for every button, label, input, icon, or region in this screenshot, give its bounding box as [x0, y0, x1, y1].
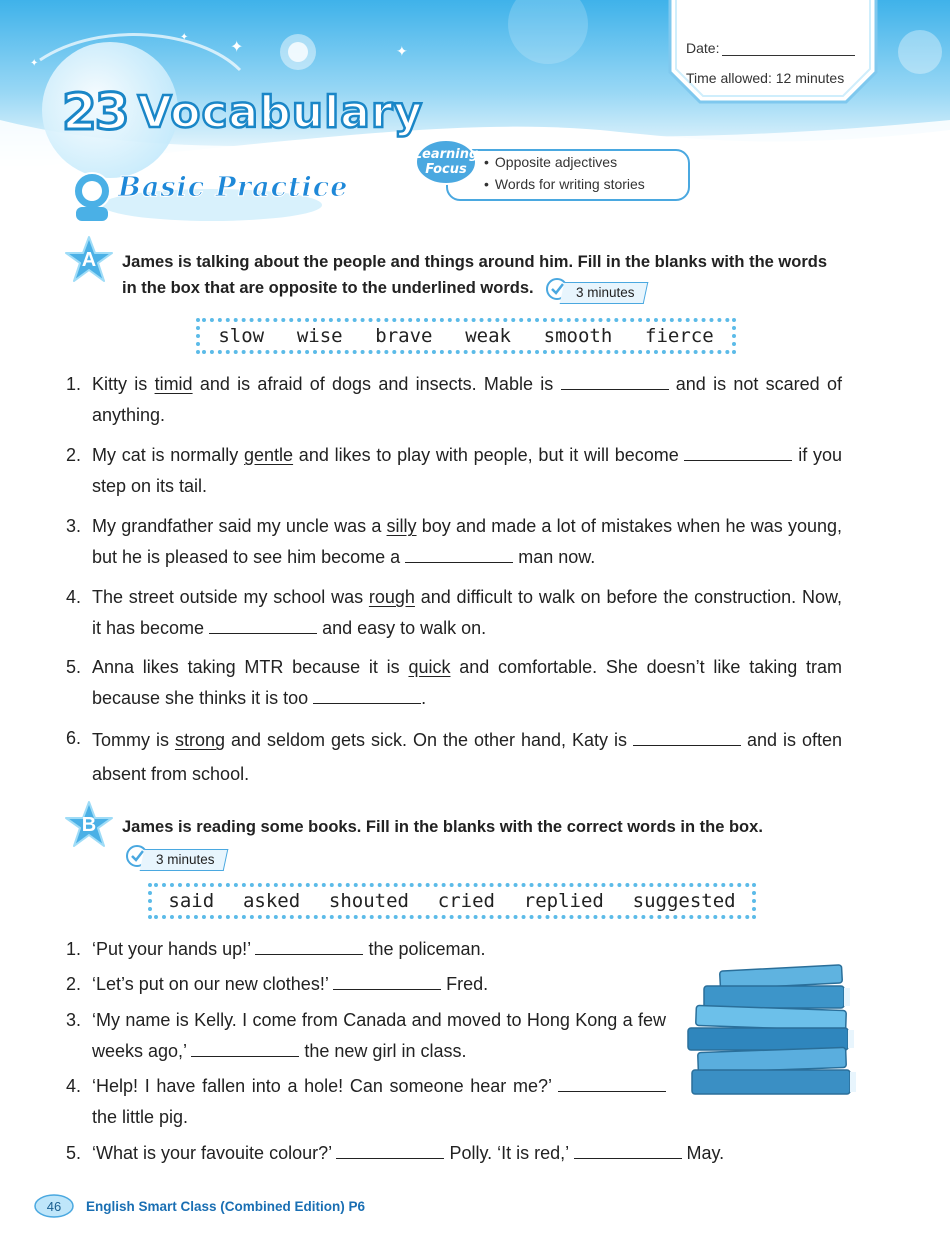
question-text: and easy to walk on. — [317, 618, 487, 638]
question-text: and seldom gets sick. On the other hand, Katy is — [225, 730, 633, 750]
word-box — [154, 883, 750, 919]
question-text: the policeman. — [363, 939, 486, 959]
section-title: Basic Practice — [118, 172, 349, 203]
question-text: May. — [681, 1143, 725, 1163]
timer-label: 3 minutes — [576, 284, 635, 300]
answer-blank[interactable] — [333, 971, 441, 990]
word-option: shouted — [328, 890, 409, 912]
word-option: brave — [375, 325, 433, 347]
question-item — [66, 1005, 666, 1067]
answer-blank[interactable] — [191, 1038, 299, 1057]
answer-blank[interactable] — [255, 936, 363, 955]
question-text: My grandfather said my uncle was a — [92, 516, 387, 536]
learning-focus-item: • Words for writing stories — [484, 176, 645, 192]
underlined-word: gentle — [244, 445, 294, 465]
badge-word-learning: Learning — [414, 147, 478, 162]
question-number: 2. — [66, 445, 82, 465]
word-option: asked — [242, 890, 301, 912]
word-option: cried — [437, 890, 495, 912]
question-number: 1. — [66, 939, 82, 959]
word-option: slow — [218, 325, 265, 347]
page-number: 46 — [46, 1199, 62, 1214]
question-text: the little pig. — [92, 1107, 189, 1127]
time-allowed: Time allowed: 12 minutes — [686, 70, 845, 86]
page-number-badge — [34, 1194, 74, 1218]
word-box — [202, 318, 730, 354]
section-a-letter: A — [81, 249, 97, 271]
underlined-word: timid — [154, 374, 193, 394]
unit-heading — [62, 82, 423, 142]
question-text: and is afraid of dogs and insects. Mable is — [192, 374, 561, 394]
unit-title: Vocabulary — [137, 86, 424, 138]
question-text: and is not scared of anything. — [92, 374, 842, 425]
underlined-word: strong — [174, 730, 225, 750]
question-text: Polly. ‘It is red,’ — [444, 1143, 574, 1163]
section-b-instruction — [122, 814, 842, 840]
question-text: and comfortable. She doesn’t like taking tram because she thinks it is too — [92, 657, 842, 708]
answer-blank[interactable] — [558, 1073, 666, 1092]
word-option: replied — [523, 890, 604, 912]
question-text: The street outside my school was — [92, 587, 369, 607]
question-text: Fred. — [441, 974, 489, 994]
answer-blank[interactable] — [336, 1140, 444, 1159]
question-number: 5. — [66, 1143, 82, 1163]
underlined-word: rough — [368, 587, 415, 607]
question-text: and is often absent from school. — [92, 730, 843, 784]
question-number: 6. — [66, 728, 82, 748]
timer — [124, 846, 226, 866]
word-option: smooth — [543, 325, 613, 347]
instruction-text: James is reading some books. Fill in the blanks with the correct words in the box. — [122, 818, 763, 836]
word-option: wise — [296, 325, 343, 347]
question-text: ‘What is your favouite colour?’ — [92, 1143, 337, 1163]
word-option: weak — [465, 325, 511, 347]
question-number: 3. — [66, 516, 82, 536]
underlined-word: quick — [408, 657, 451, 677]
unit-number: 23 — [62, 83, 128, 141]
instruction-text: James is talking about the people and things around him. Fill in the blanks with the words in the box that are opposite to the underlined words. — [122, 253, 827, 297]
question-text: Tommy is — [92, 730, 175, 750]
question-item — [66, 723, 842, 791]
question-number: 3. — [66, 1010, 82, 1030]
question-text: man now. — [513, 547, 596, 567]
question-text: Anna likes taking MTR because it is — [92, 657, 409, 677]
question-text: My cat is normally — [92, 445, 245, 465]
question-text: ‘My name is Kelly. I come from Canada and moved to Hong Kong a few weeks ago,’ — [92, 1010, 666, 1061]
question-number: 1. — [66, 374, 82, 394]
answer-blank[interactable] — [209, 615, 317, 634]
word-option: fierce — [645, 325, 714, 347]
answer-blank[interactable] — [633, 727, 741, 746]
question-number: 5. — [66, 657, 82, 677]
svg-text:✦: ✦ — [230, 39, 244, 56]
section-a-instruction — [122, 249, 842, 301]
date-label: Date: — [686, 40, 720, 56]
book-stack-icon — [676, 960, 886, 1106]
timer — [544, 279, 646, 299]
svg-text:✦: ✦ — [30, 58, 39, 69]
question-number: 2. — [66, 974, 82, 994]
timer-label: 3 minutes — [156, 851, 215, 867]
question-item — [66, 369, 842, 431]
answer-blank[interactable] — [561, 371, 669, 390]
answer-blank[interactable] — [684, 442, 792, 461]
question-text: if you step on its tail. — [92, 445, 843, 496]
answer-blank[interactable] — [574, 1140, 682, 1159]
svg-text:✦: ✦ — [396, 43, 408, 59]
question-item — [66, 652, 842, 714]
section-b-letter: B — [81, 814, 97, 836]
question-text: boy and made a lot of mistakes when he was young, but he is pleased to see him become a — [92, 516, 842, 567]
book-title: English Smart Class (Combined Edition) P6 — [86, 1199, 366, 1214]
question-number: 4. — [66, 587, 82, 607]
question-text: . — [421, 688, 427, 708]
date-field[interactable] — [722, 55, 855, 56]
question-item — [66, 440, 842, 502]
question-text: ‘Let’s put on our new clothes!’ — [92, 974, 334, 994]
word-option: said — [168, 890, 215, 912]
answer-blank[interactable] — [313, 685, 421, 704]
question-text: Kitty is — [92, 374, 155, 394]
question-item — [66, 582, 842, 644]
question-text: ‘Put your hands up!’ — [92, 939, 256, 959]
question-text: ‘Help! I have fallen into a hole! Can someone hear me?’ — [92, 1076, 558, 1096]
question-number: 4. — [66, 1076, 82, 1096]
question-text: the new girl in class. — [299, 1041, 467, 1061]
section-b-timer-row — [124, 842, 324, 868]
answer-blank[interactable] — [405, 544, 513, 563]
underlined-word: silly — [386, 516, 417, 536]
learning-focus-item: • Opposite adjectives — [484, 154, 617, 170]
badge-word-focus: Focus — [425, 162, 467, 177]
question-item — [66, 1071, 666, 1133]
learning-focus-badge-icon — [414, 137, 478, 187]
word-option: suggested — [632, 890, 736, 912]
question-text: and likes to play with people, but it will become — [293, 445, 685, 465]
svg-text:✦: ✦ — [180, 32, 189, 43]
question-item — [66, 1138, 842, 1169]
question-item — [66, 511, 842, 573]
question-text: and difficult to walk on before the construction. Now, it has become — [92, 587, 842, 638]
